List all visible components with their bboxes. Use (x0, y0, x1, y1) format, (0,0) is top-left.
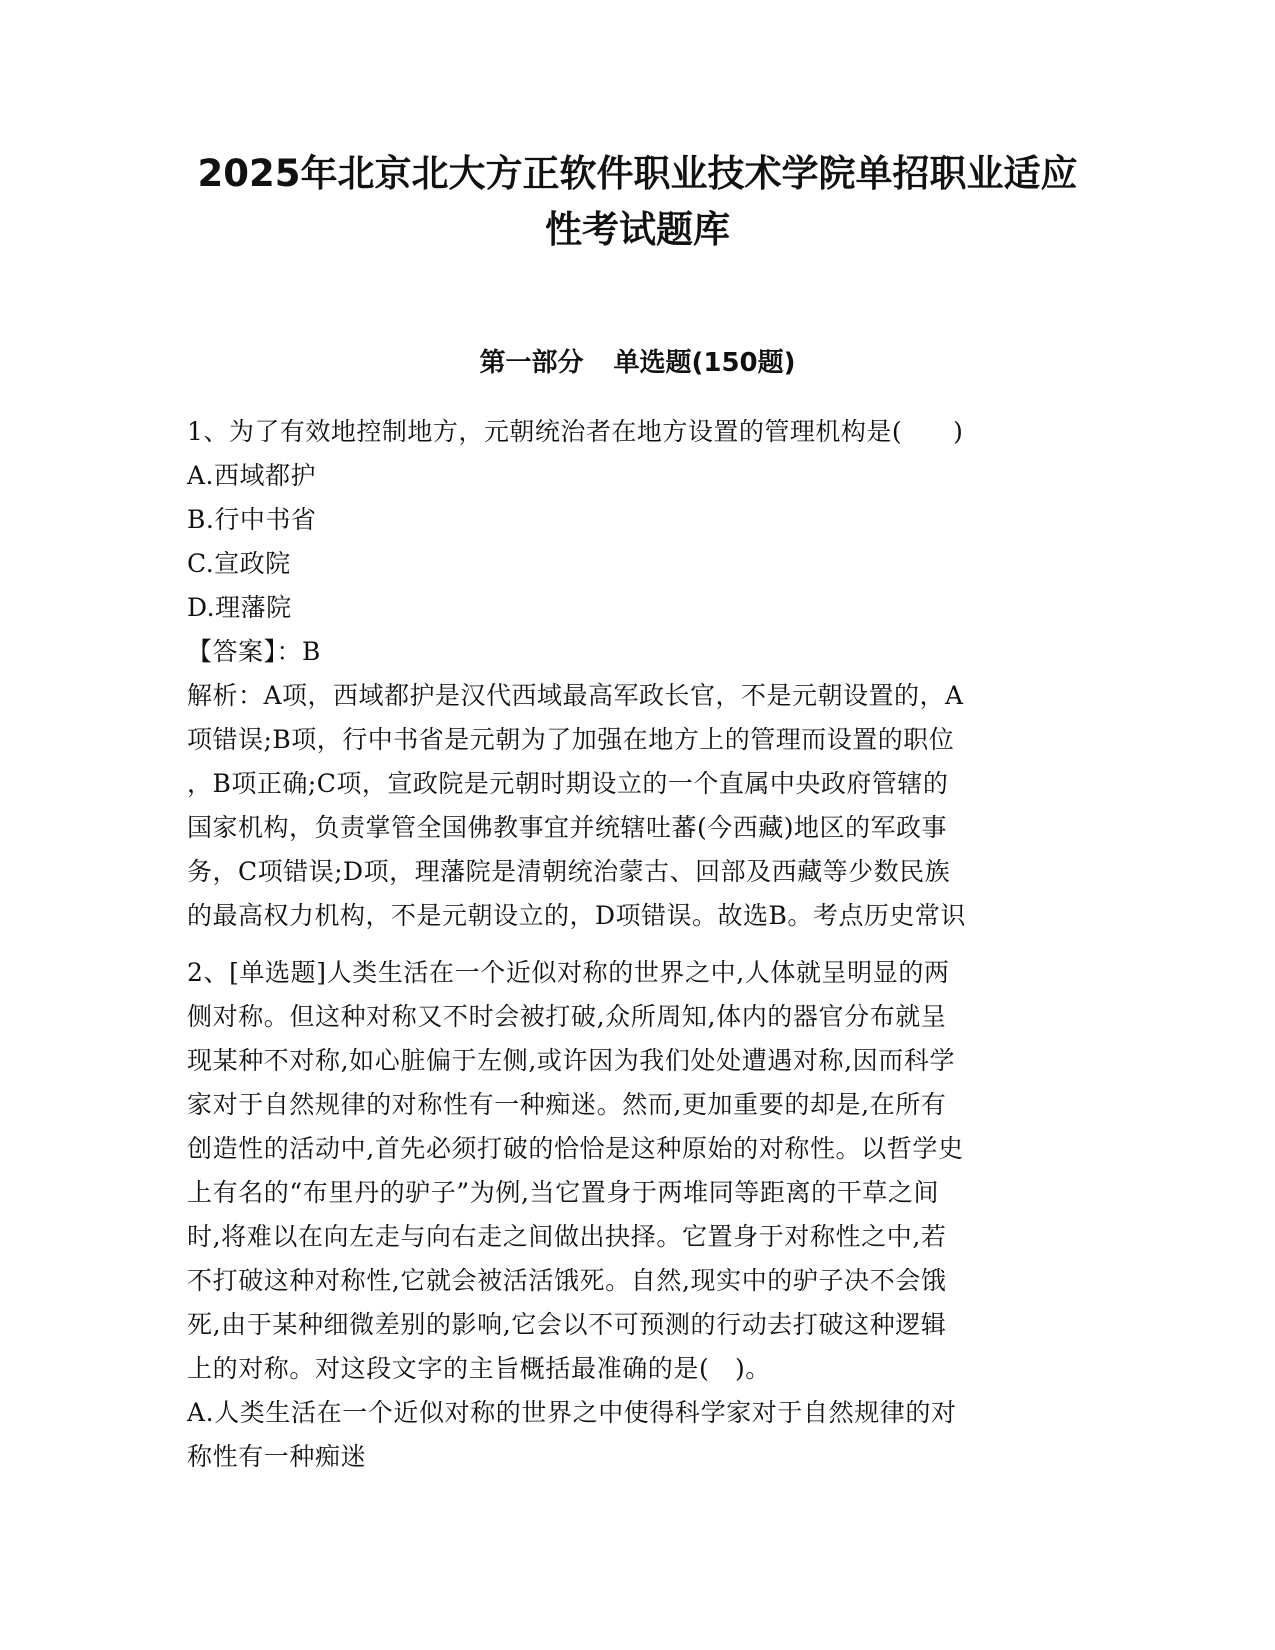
question-stem-line: 侧对称。但这种对称又不时会被打破,众所周知,体内的器官分布就呈 (187, 1002, 947, 1031)
analysis-line: 解析：A项，西域都护是汉代西域最高军政长官，不是元朝设置的，A (187, 681, 964, 710)
question-stem-line: 家对于自然规律的对称性有一种痴迷。然而,更加重要的却是,在所有 (187, 1090, 947, 1119)
analysis-line: ，B项正确;C项，宣政院是元朝时期设立的一个直属中央政府管辖的 (187, 769, 949, 798)
analysis-line: 国家机构，负责掌管全国佛教事宜并统辖吐蕃(今西藏)地区的军政事 (187, 813, 948, 842)
document-title (120, 146, 1155, 258)
analysis-line: 务，C项错误;D项，理藩院是清朝统治蒙古、回部及西藏等少数民族 (187, 857, 951, 886)
option-a-line: 称性有一种痴迷 (187, 1442, 367, 1471)
analysis-line: 的最高权力机构，不是元朝设立的，D项错误。故选B。考点历史常识 (187, 901, 966, 930)
question-stem-line: 创造性的活动中,首先必须打破的恰恰是这种原始的对称性。以哲学史 (187, 1134, 964, 1163)
option-a-line: A.人类生活在一个近似对称的世界之中使得科学家对于自然规律的对 (187, 1398, 957, 1427)
option-a: A.西域都护 (187, 461, 317, 490)
title-line-2: 性考试题库 (545, 208, 730, 251)
section-part: 第一部分 (479, 348, 584, 378)
question-stem-line: 现某种不对称,如心脏偏于左侧,或许因为我们处处遭遇对称,因而科学 (187, 1046, 956, 1075)
option-c: C.宣政院 (187, 549, 291, 578)
option-d: D.理藩院 (187, 593, 292, 622)
question-stem-line: 2、[单选题]人类生活在一个近似对称的世界之中,人体就呈明显的两 (187, 958, 950, 987)
question-2 (187, 951, 1077, 1479)
question-stem-line: 上的对称。对这段文字的主旨概括最准确的是( )。 (187, 1354, 771, 1383)
question-stem: 1、为了有效地控制地方，元朝统治者在地方设置的管理机构是( ) (187, 417, 964, 446)
section-name: 单选题(150题) (613, 348, 796, 378)
section-heading (0, 346, 1275, 380)
analysis-line: 项错误;B项，行中书省是元朝为了加强在地方上的管理而设置的职位 (187, 725, 955, 754)
question-1 (187, 410, 1077, 938)
option-b: B.行中书省 (187, 505, 317, 534)
question-stem-line: 上有名的“布里丹的驴子”为例,当它置身于两堆同等距离的干草之间 (187, 1178, 940, 1207)
answer: 【答案】：B (187, 637, 321, 666)
title-line-1: 2025年北京北大方正软件职业技术学院单招职业适应 (197, 152, 1078, 195)
question-stem-line: 时,将难以在向左走与向右走之间做出抉择。它置身于对称性之中,若 (187, 1222, 947, 1251)
question-stem-line: 不打破这种对称性,它就会被活活饿死。自然,现实中的驴子决不会饿 (187, 1266, 947, 1295)
question-stem-line: 死,由于某种细微差别的影响,它会以不可预测的行动去打破这种逻辑 (187, 1310, 947, 1339)
